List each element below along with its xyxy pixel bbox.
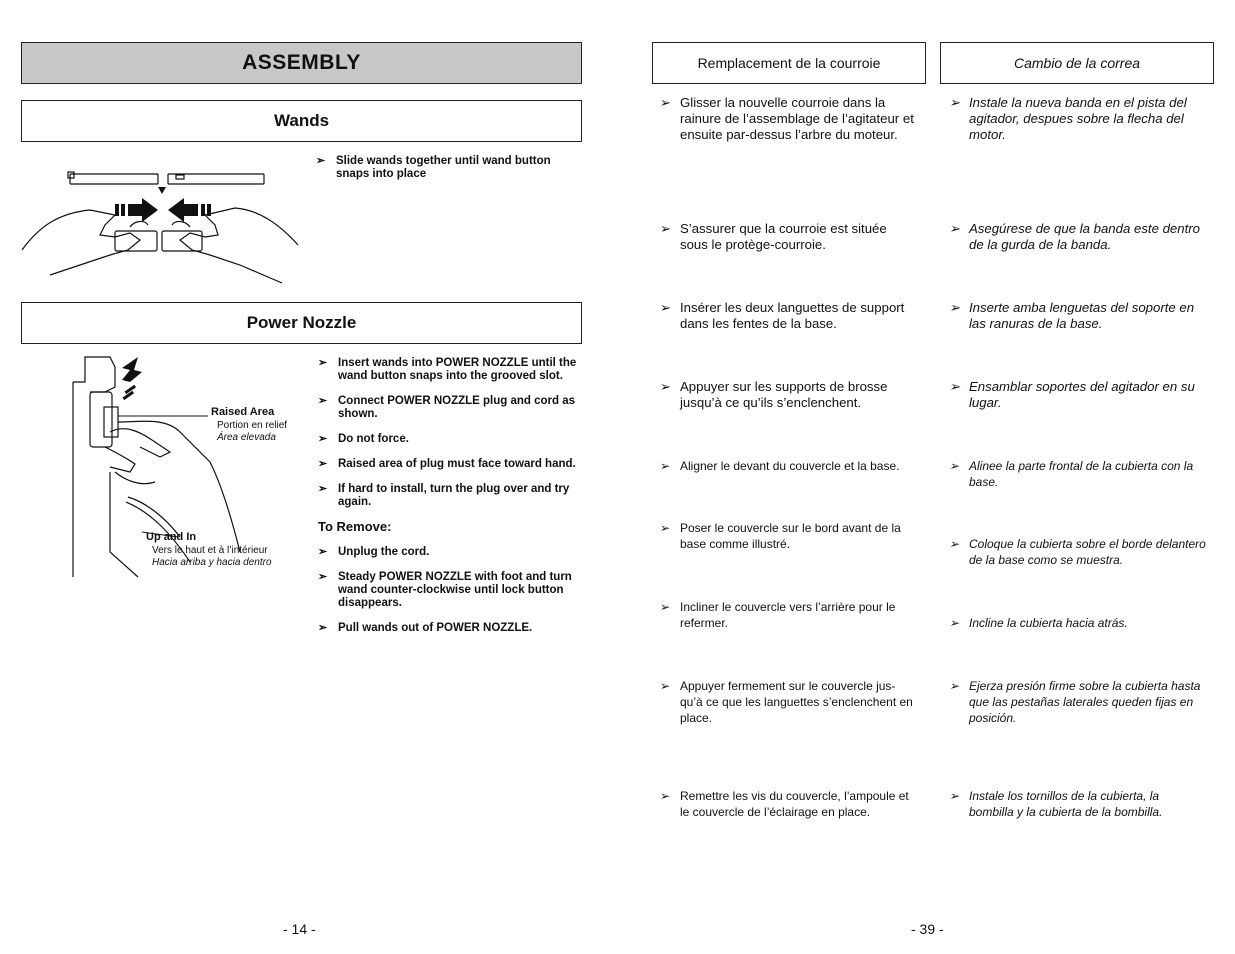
up-and-in-es: Hacia arriba y hacia dentro bbox=[152, 557, 272, 568]
es-heading bbox=[940, 42, 1214, 84]
power-nozzle-heading bbox=[21, 302, 582, 344]
wands-step-1: ➢ Slide wands together until wand button snaps into place bbox=[316, 155, 578, 181]
fr-step-3: ➢ Insérer les deux languettes de support dans les fentes de la base. bbox=[660, 300, 918, 332]
wands-illustration bbox=[20, 165, 300, 290]
page-number-right: - 39 - bbox=[911, 921, 944, 937]
rm-step-1: ➢ Unplug the cord. bbox=[318, 546, 580, 559]
es-step-8: ➢ Ejerza presión firme sobre la cubierta hasta que las pestañas laterales queden fijas en posición. bbox=[949, 678, 1207, 726]
pn-step-4: ➢ Raised area of plug must face toward hand. bbox=[318, 458, 580, 471]
pn-step-3: ➢ Do not force. bbox=[318, 433, 580, 446]
raised-area-en: Raised Area bbox=[211, 406, 275, 418]
power-nozzle-heading-text: Power Nozzle bbox=[246, 313, 357, 332]
rm-step-3: ➢ Pull wands out of POWER NOZZLE. bbox=[318, 622, 580, 635]
es-step-3: ➢ Inserte amba lenguetas del soporte en las ranuras de la base. bbox=[949, 300, 1207, 332]
fr-step-6: ➢ Poser le couvercle sur le bord avant de la base comme illustré. bbox=[660, 520, 918, 552]
es-step-1: ➢ Instale la nueva banda en el pista del agitador, despues sobre la flecha del motor. bbox=[949, 95, 1207, 143]
pn-step-1: ➢ Insert wands into POWER NOZZLE until the wand button snaps into the grooved slot. bbox=[318, 357, 580, 383]
up-and-in-fr: Vers le haut et à l’intérieur bbox=[152, 545, 268, 556]
raised-area-es: Área elevada bbox=[217, 432, 276, 443]
fr-step-8: ➢ Appuyer fermement sur le couvercle jus-qu’à ce que les languettes s’enclenchent en place. bbox=[660, 678, 918, 726]
to-remove-heading: To Remove: bbox=[318, 519, 392, 534]
fr-step-7: ➢ Incliner le couvercle vers l’arrière pour le refermer. bbox=[660, 599, 918, 631]
fr-step-1: ➢ Glisser la nouvelle courroie dans la rainure de l’assemblage de l’agitateur et ensuite par-dessus l’arbre du moteur. bbox=[660, 95, 918, 143]
fr-step-5: ➢ Aligner le devant du couvercle et la base. bbox=[660, 458, 918, 474]
power-nozzle-steps bbox=[318, 357, 580, 647]
fr-heading bbox=[652, 42, 926, 84]
fr-step-2: ➢ S’assurer que la courroie est située sous le protège-courroie. bbox=[660, 221, 918, 253]
fr-steps bbox=[660, 95, 918, 819]
es-heading-text: Cambio de la correa bbox=[1013, 55, 1141, 71]
fr-heading-text: Remplacement de la courroie bbox=[697, 55, 881, 71]
es-step-7: ➢ Incline la cubierta hacia atrás. bbox=[949, 615, 1207, 631]
wands-heading bbox=[21, 100, 582, 142]
es-step-4: ➢ Ensamblar soportes del agitador en su lugar. bbox=[949, 379, 1207, 411]
wands-steps bbox=[316, 155, 578, 193]
es-steps bbox=[949, 95, 1207, 819]
fr-step-9: ➢ Remettre les vis du couvercle, l’ampoule et le couvercle de l’éclairage en place. bbox=[660, 788, 918, 820]
es-step-6: ➢ Coloque la cubierta sobre el borde delantero de la base como se muestra. bbox=[949, 536, 1207, 568]
es-step-5: ➢ Alinee la parte frontal de la cubierta con la base. bbox=[949, 458, 1207, 490]
up-and-in-en: Up and In bbox=[146, 531, 197, 543]
rm-step-2: ➢ Steady POWER NOZZLE with foot and turn wand counter-clockwise until lock button disappears. bbox=[318, 571, 580, 610]
fr-step-4: ➢ Appuyer sur les supports de brosse jusqu’à ce qu’ils s’enclenchent. bbox=[660, 379, 918, 411]
up-and-in-label bbox=[146, 531, 196, 544]
es-step-2: ➢ Asegúrese de que la banda este dentro de la gurda de la banda. bbox=[949, 221, 1207, 253]
wands-heading-text: Wands bbox=[273, 111, 330, 130]
page-number-left: - 14 - bbox=[283, 921, 316, 937]
page-title-text: ASSEMBLY bbox=[242, 51, 361, 74]
page-title bbox=[21, 42, 582, 84]
pn-step-2: ➢ Connect POWER NOZZLE plug and cord as shown. bbox=[318, 395, 580, 421]
raised-area-label bbox=[211, 406, 274, 419]
es-step-9: ➢ Instale los tornillos de la cubierta, la bombilla y la cubierta de la bombilla. bbox=[949, 788, 1207, 820]
raised-area-fr: Portion en relief bbox=[217, 420, 288, 431]
pn-step-5: ➢ If hard to install, turn the plug over and try again. bbox=[318, 483, 580, 509]
